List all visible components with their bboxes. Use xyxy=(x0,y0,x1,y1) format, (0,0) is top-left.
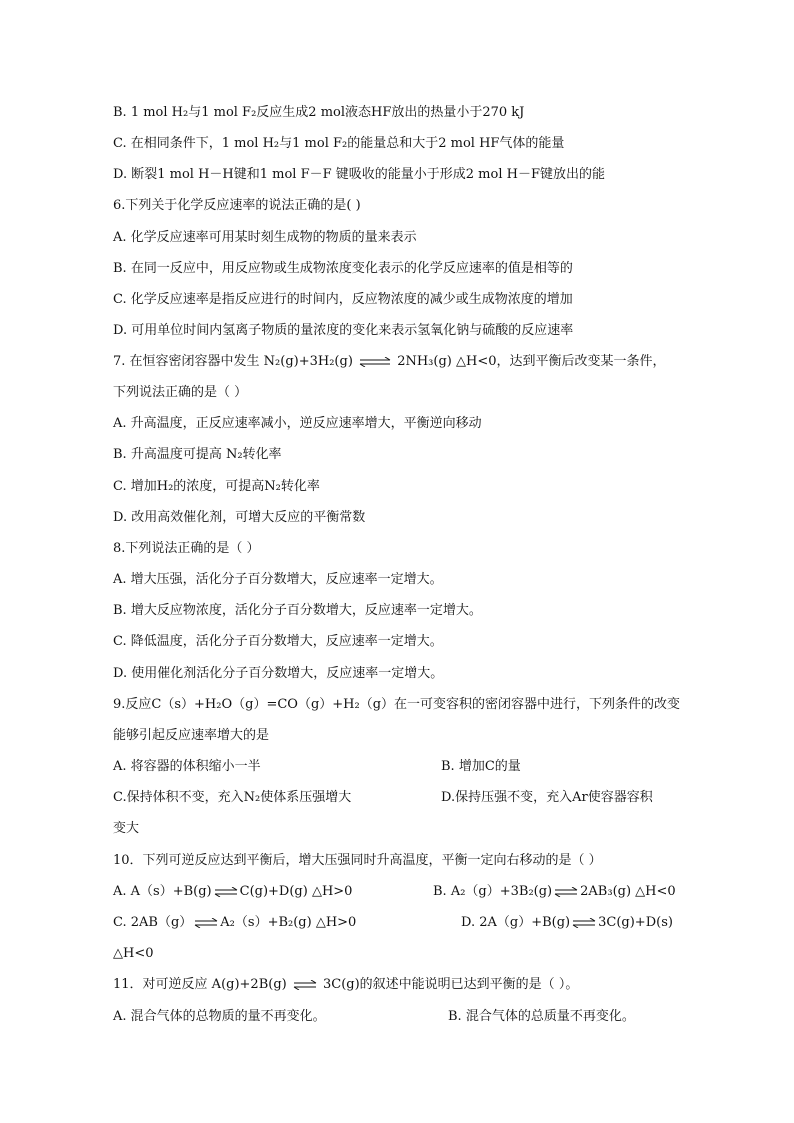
question-9-continued: 能够引起反应速率增大的是 xyxy=(113,728,270,743)
option-10c-text-b: A₂（s）+B₂(g) △H>0 xyxy=(220,915,357,930)
option-10c xyxy=(113,914,356,932)
question-6: 6.下列关于化学反应速率的说法正确的是( ) xyxy=(113,198,361,213)
question-11-text-a: 11．对可逆反应 A(g)+2B(g) xyxy=(113,977,287,992)
option-6b: B. 在同一反应中，用反应物或生成物浓度变化表示的化学反应速率的值是相等的 xyxy=(113,261,573,276)
option-10b-text-b: 2AB₃(g) △H<0 xyxy=(580,884,676,899)
option-10c-text-a: C. 2AB（g） xyxy=(113,915,193,930)
option-10a xyxy=(113,883,352,901)
option-10d xyxy=(461,914,673,932)
option-6a: A. 化学反应速率可用某时刻生成物的物质的量来表示 xyxy=(113,230,417,245)
option-7a: A. 升高温度，正反应速率减小，逆反应速率增大，平衡逆向移动 xyxy=(113,416,482,431)
question-7-text-a: 7. 在恒容密闭容器中发生 N₂(g)+3H₂(g) xyxy=(113,354,353,369)
question-7 xyxy=(113,353,693,371)
option-10a-text-b: C(g)+D(g) △H>0 xyxy=(239,884,353,899)
option-9d: D.保持压强不变，充入Ar使容器容积 xyxy=(441,790,653,805)
question-9: 9.反应C（s）+H₂O（g）=CO（g）+H₂（g）在一可变容积的密闭容器中进行，下列条件的改变 xyxy=(113,697,681,712)
option-10a-text-a: A. A（s）+B(g) xyxy=(113,884,212,899)
option-10d-continued: △H<0 xyxy=(113,946,154,961)
equilibrium-arrow-icon xyxy=(359,357,391,367)
option-5c: C. 在相同条件下，1 mol H₂与1 mol F₂的能量总和大于2 mol HF气体的能量 xyxy=(113,136,565,151)
equilibrium-arrow-icon xyxy=(194,918,218,928)
option-10b xyxy=(433,883,676,901)
question-11-text-b: 3C(g)的叙述中能说明已达到平衡的是（ ）。 xyxy=(323,977,579,992)
option-8d: D. 使用催化剂活化分子百分数增大，反应速率一定增大。 xyxy=(113,666,444,681)
question-11 xyxy=(113,976,693,994)
option-9c: C.保持体积不变，充入N₂使体系压强增大 xyxy=(113,790,352,805)
option-11a: A. 混合气体的总物质的量不再变化。 xyxy=(113,1009,326,1024)
option-8b: B. 增大反应物浓度，活化分子百分数增大，反应速率一定增大。 xyxy=(113,603,482,618)
option-5b: B. 1 mol H₂与1 mol F₂反应生成2 mol液态HF放出的热量小于270 kJ xyxy=(113,105,525,120)
option-5d: D. 断裂1 mol H－H键和1 mol F－F 键吸收的能量小于形成2 mol H－F键放出的能 xyxy=(113,167,605,182)
question-8: 8.下列说法正确的是（ ） xyxy=(113,541,260,556)
option-7b: B. 升高温度可提高 N₂转化率 xyxy=(113,447,282,462)
option-7c: C. 增加H₂的浓度，可提高N₂转化率 xyxy=(113,479,320,494)
equilibrium-arrow-icon xyxy=(572,918,596,928)
option-10d-text-b: 3C(g)+D(s) xyxy=(598,915,673,930)
option-8a: A. 增大压强，活化分子百分数增大，反应速率一定增大。 xyxy=(113,572,443,587)
equilibrium-arrow-icon xyxy=(293,980,317,990)
option-6d: D. 可用单位时间内氢离子物质的量浓度的变化来表示氢氧化钠与硫酸的反应速率 xyxy=(113,323,574,338)
option-8c: C. 降低温度，活化分子百分数增大，反应速率一定增大。 xyxy=(113,634,443,649)
option-11b: B. 混合气体的总质量不再变化。 xyxy=(448,1009,635,1024)
option-10b-text-a: B. A₂（g）+3B₂(g) xyxy=(433,884,553,899)
option-10d-text-a: D. 2A（g）+B(g) xyxy=(461,915,571,930)
option-9d-continued: 变大 xyxy=(113,821,140,836)
question-10: 10．下列可逆反应达到平衡后，增大压强同时升高温度，平衡一定向右移动的是（ ） xyxy=(113,853,602,868)
option-9a: A. 将容器的体积缩小一半 xyxy=(113,759,261,774)
equilibrium-arrow-icon xyxy=(554,887,578,897)
question-7-text-b: 2NH₃(g) △H<0，达到平衡后改变某一条件， xyxy=(397,354,666,369)
equilibrium-arrow-icon xyxy=(214,887,238,897)
option-7d: D. 改用高效催化剂，可增大反应的平衡常数 xyxy=(113,510,366,525)
option-9b: B. 增加C的量 xyxy=(441,759,521,774)
option-6c: C. 化学反应速率是指反应进行的时间内，反应物浓度的减少或生成物浓度的增加 xyxy=(113,292,573,307)
question-7-continued: 下列说法正确的是（ ） xyxy=(113,385,248,400)
